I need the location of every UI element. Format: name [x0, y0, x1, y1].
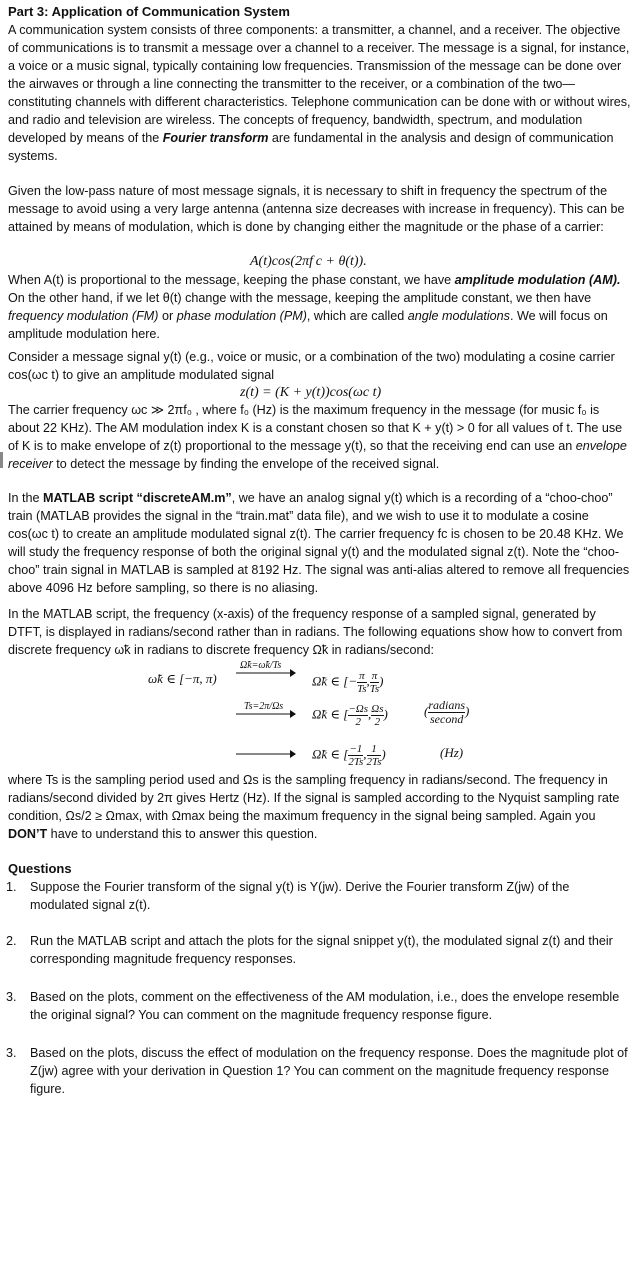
intro-text-1: A communication system consists of three components: a transmitter, a channel, and a receiver. The objective of communications is to transmit a message over a channel to a receiver. The message is a signal, for instance, a voice or a music signal, typically containing low frequencies. Transmission of the message can be done over the airwaves or through a line connecting the transmitter to the receiver, or a combination of the two—constituting channels with different characteristics. Telephone communication can be done with or without wires, and radio and television are wireless. The concepts of frequency, bandwidth, spectrum, and modulation developed by means of the: [8, 23, 631, 145]
carrier-frequency-text-1: The carrier frequency ωc ≫ 2πf₀ , where f₀ (Hz) is the maximum frequency in the message (for music f₀ is about 22 KHz). The AM modulation index K is a constant chosen so that K + y(t) > 0 for all values of t. The use of K is to make envelope of z(t) proportional to the message y(t), so that the receiving end can use an: [8, 403, 623, 453]
question-number: 1.: [6, 880, 17, 894]
am-paragraph: [8, 271, 632, 343]
question-item: [6, 878, 630, 914]
rhs2-frac-b-den: 2: [374, 716, 381, 728]
question-text: Based on the plots, comment on the effectiveness of the AM modulation, i.e., does the envelope resemble the original signal? You can comment on the magnitude frequency response figure.: [30, 990, 620, 1022]
rhs2-frac-a-den: 2: [355, 716, 361, 728]
questions-heading: Questions: [8, 861, 72, 876]
question-number: 3.: [6, 1046, 17, 1060]
carrier-frequency-paragraph: [8, 401, 632, 473]
rhs2-fraction-a: [348, 703, 368, 728]
matlab-paragraph: [8, 489, 632, 597]
arrow-2-icon: [236, 709, 296, 719]
question-number: 2.: [6, 934, 17, 948]
dtft-rhs-1: Ω̃k ∈ [− $\frac{\pi}{Ts}$ , $\frac{\pi}{Ts}$ ): [312, 670, 384, 695]
dtft-rhs-3: Ω̃k ∈ [ $\frac{-1}{2Ts}$ , $\frac{1}{2Ts}$ ): [312, 743, 386, 768]
margin-marker: [0, 452, 3, 468]
nyquist-text-2: have to understand this to answer this question.: [47, 827, 318, 841]
dtft-intro-paragraph: In the MATLAB script, the frequency (x-axis) of the frequency response of a sampled signal, generated by DTFT, is displayed in radians/second rather than in radians. The following equations show how to convert from discrete frequency ω̃k in radians to discrete frequency Ω̃k in radians/second:: [8, 607, 623, 657]
rhs1-frac-a-num: π: [359, 670, 365, 682]
intro-text-2: are fundamental in the analysis and design of communication systems.: [8, 131, 614, 163]
carrier-equation: A(t)cos(2πf c + θ(t)).: [250, 254, 367, 269]
rhs3-fraction-b: [367, 743, 382, 768]
dtft-unit-2: ( radians second ): [424, 698, 470, 726]
rhs1-prefix: Ω̃k ∈ [−: [312, 673, 358, 689]
rhs1-fraction-b: [370, 670, 379, 695]
question-number: 3.: [6, 990, 17, 1004]
envelope-receiver-term: envelope receiver: [8, 439, 627, 471]
section-heading: Part 3: Application of Communication System: [8, 4, 290, 19]
unit2-den: second: [430, 712, 464, 726]
question-item: [6, 932, 630, 968]
pm-term: phase modulation (PM): [176, 309, 307, 323]
dtft-rhs-2: Ω̃k ∈ [ $\frac{-\Omega s}{2}$ , $\frac{\Omega s}{2}$ ): [312, 703, 388, 728]
arrow-1-icon: [236, 668, 296, 678]
rhs2-frac-a-num: −Ωs: [348, 703, 369, 715]
dtft-unit-3: (Hz): [440, 745, 464, 760]
intro-paragraph: [8, 21, 632, 165]
question-item: [6, 988, 630, 1024]
rhs2-frac-b-num: Ωs: [371, 703, 384, 715]
z-equation: z(t) = (K + y(t))cos(ωc t): [240, 385, 382, 400]
nyquist-text-1: where Ts is the sampling period used and Ωs is the sampling frequency in radians/second. The frequency in radians/second divided by 2π gives Hertz (Hz). If the signal is sampled according to the Nyquist sampling rate condition, Ωs/2 ≥ Ωmax, with Ωmax being the maximum frequency in the signal being sampled. Again you: [8, 773, 620, 823]
amplitude-modulation-term: amplitude modulation (AM).: [454, 273, 621, 287]
matlab-text-1: In the: [8, 491, 44, 505]
unit2-fraction: [428, 699, 465, 726]
question-text: Run the MATLAB script and attach the plots for the signal snippet y(t), the modulated signal z(t) and their corresponding magnitude frequency responses.: [30, 934, 613, 966]
question-text: Based on the plots, discuss the effect of modulation on the frequency response. Does the magnitude plot of Z(jw) agree with your derivation in Question 1? You can comment on the magnitude frequency response figure.: [30, 1046, 628, 1096]
rhs1-frac-a-den: Ts: [357, 683, 367, 695]
rhs3-fraction-a: [348, 743, 363, 768]
dtft-arrow-2-label: Ts=2π/Ωs: [244, 701, 284, 712]
am-text-3: or: [158, 309, 177, 323]
rhs1-fraction-a: [357, 670, 366, 695]
rhs2-fraction-b: [371, 703, 383, 728]
am-text-1: When A(t) is proportional to the message, keeping the phase constant, we have: [8, 273, 455, 287]
consider-paragraph: Consider a message signal y(t) (e.g., voice or music, or a combination of the two) modulating a cosine carrier cos(ωc t) to give an amplitude modulated signal: [8, 350, 615, 382]
rhs3-frac-a-den: 2Ts: [348, 756, 364, 768]
nyquist-paragraph: [8, 771, 632, 843]
dtft-lhs: ω̃k ∈ [−π, π): [148, 671, 217, 686]
fourier-transform-term: Fourier transform: [162, 131, 269, 145]
rhs1-frac-b-den: Ts: [369, 683, 380, 695]
rhs2-prefix: Ω̃k ∈: [312, 706, 341, 722]
angle-modulations-term: angle modulations: [407, 309, 510, 323]
question-text: Suppose the Fourier transform of the signal y(t) is Y(jw). Derive the Fourier transform Z(jw) of the modulated signal z(t).: [30, 880, 570, 912]
am-text-4: , which are called: [306, 309, 408, 323]
arrow-3-icon: [236, 749, 296, 759]
rhs3-frac-b-num: 1: [367, 743, 382, 756]
matlab-text-2: , we have an analog signal y(t) which is a recording of a “choo-choo” train (MATLAB provides the signal in the “train.mat” data file), and we wish to use it to modulate a cosine cos(ωc t) to create an amplitude modulated signal z(t). The carrier frequency fc is chosen to be 20.48 KHz. We will study the frequency response of both the original signal y(t) and the modulated signal z(t). Note the “choo-choo” train signal in MATLAB is sampled at 8192 Hz. The signal was anti-alias altered to remove all frequencies above 4096 Hz before sampling, so there is no aliasing.: [8, 491, 630, 595]
dtft-arrow-1-label: Ω̃k=ω̃k/Ts: [240, 660, 282, 671]
dont-emphasis: DON’T: [8, 827, 48, 841]
am-text-2: On the other hand, if we let θ(t) change with the message, keeping the amplitude constant, we then have: [8, 291, 592, 305]
rhs1-frac-b-num: π: [371, 670, 378, 682]
question-item: [6, 1044, 630, 1098]
rhs3-prefix: Ω̃k ∈: [312, 746, 341, 762]
rhs3-frac-b-den: 2Ts: [366, 756, 382, 768]
fm-term: frequency modulation (FM): [8, 309, 159, 323]
lowpass-paragraph: Given the low-pass nature of most message signals, it is necessary to shift in frequency the spectrum of the message to avoid using a very large antenna (antenna size decreases with increase in frequency). This can be attained by means of modulation, which is done by changing either the magnitude or the phase of a carrier:: [8, 184, 625, 234]
rhs3-frac-a-num: −1: [349, 743, 363, 755]
matlab-script-name: MATLAB script “discreteAM.m”: [43, 491, 232, 505]
unit2-num: radians: [428, 698, 466, 712]
carrier-frequency-text-2: to detect the message by finding the envelope of the received signal.: [52, 457, 440, 471]
am-text-5: . We will focus on amplitude modulation here.: [8, 309, 608, 341]
